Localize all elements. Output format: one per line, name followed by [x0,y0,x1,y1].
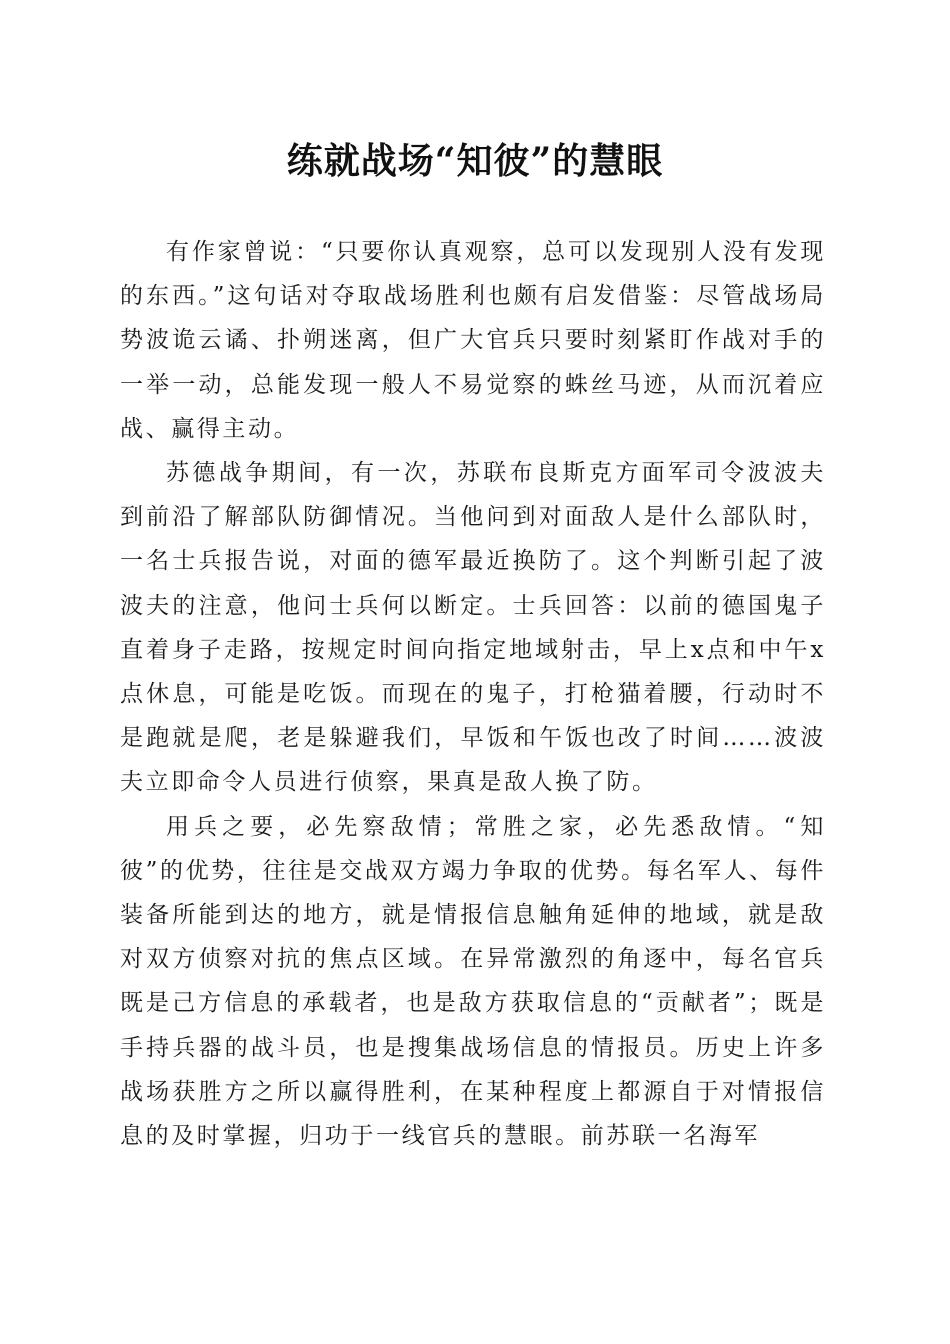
paragraph: 有作家曾说：“只要你认真观察，总可以发现别人没有发现的东西。”这句话对夺取战场胜利也颇有启发借鉴：尽管战场局势波诡云谲、扑朔迷离，但广大官兵只要时刻紧盯作战对手的一举一动，总能发现一般人不易觉察的蛛丝马迹，从而沉着应战、赢得主动。 [120,239,826,442]
document-title: 练就战场“知彼”的慧眼 [286,140,664,182]
document-body [120,230,826,1158]
paragraph: 用兵之要，必先察敌情；常胜之家，必先悉敌情。“知彼”的优势，往往是交战双方竭力争取的优势。每名军人、每件装备所能到达的地方，就是情报信息触角延伸的地域，就是敌对双方侦察对抗的焦点区域。在异常激烈的角逐中，每名官兵既是己方信息的承载者，也是敌方获取信息的“贡献者”；既是手持兵器的战斗员，也是搜集战场信息的情报员。历史上许多战场获胜方之所以赢得胜利，在某种程度上都源自于对情报信息的及时掌握，归功于一线官兵的慧眼。前苏联一名海军 [120,813,826,1150]
paragraph: 苏德战争期间，有一次，苏联布良斯克方面军司令波波夫到前沿了解部队防御情况。当他问到对面敌人是什么部队时，一名士兵报告说，对面的德军最近换防了。这个判断引起了波波夫的注意，他问士兵何以断定。士兵回答：以前的德国鬼子直着身子走路，按规定时间向指定地域射击，早上x点和中午x点休息，可能是吃饭。而现在的鬼子，打枪猫着腰，行动时不是跑就是爬，老是躲避我们，早饭和午饭也改了时间……波波夫立即命令人员进行侦察，果真是敌人换了防。 [120,460,826,796]
